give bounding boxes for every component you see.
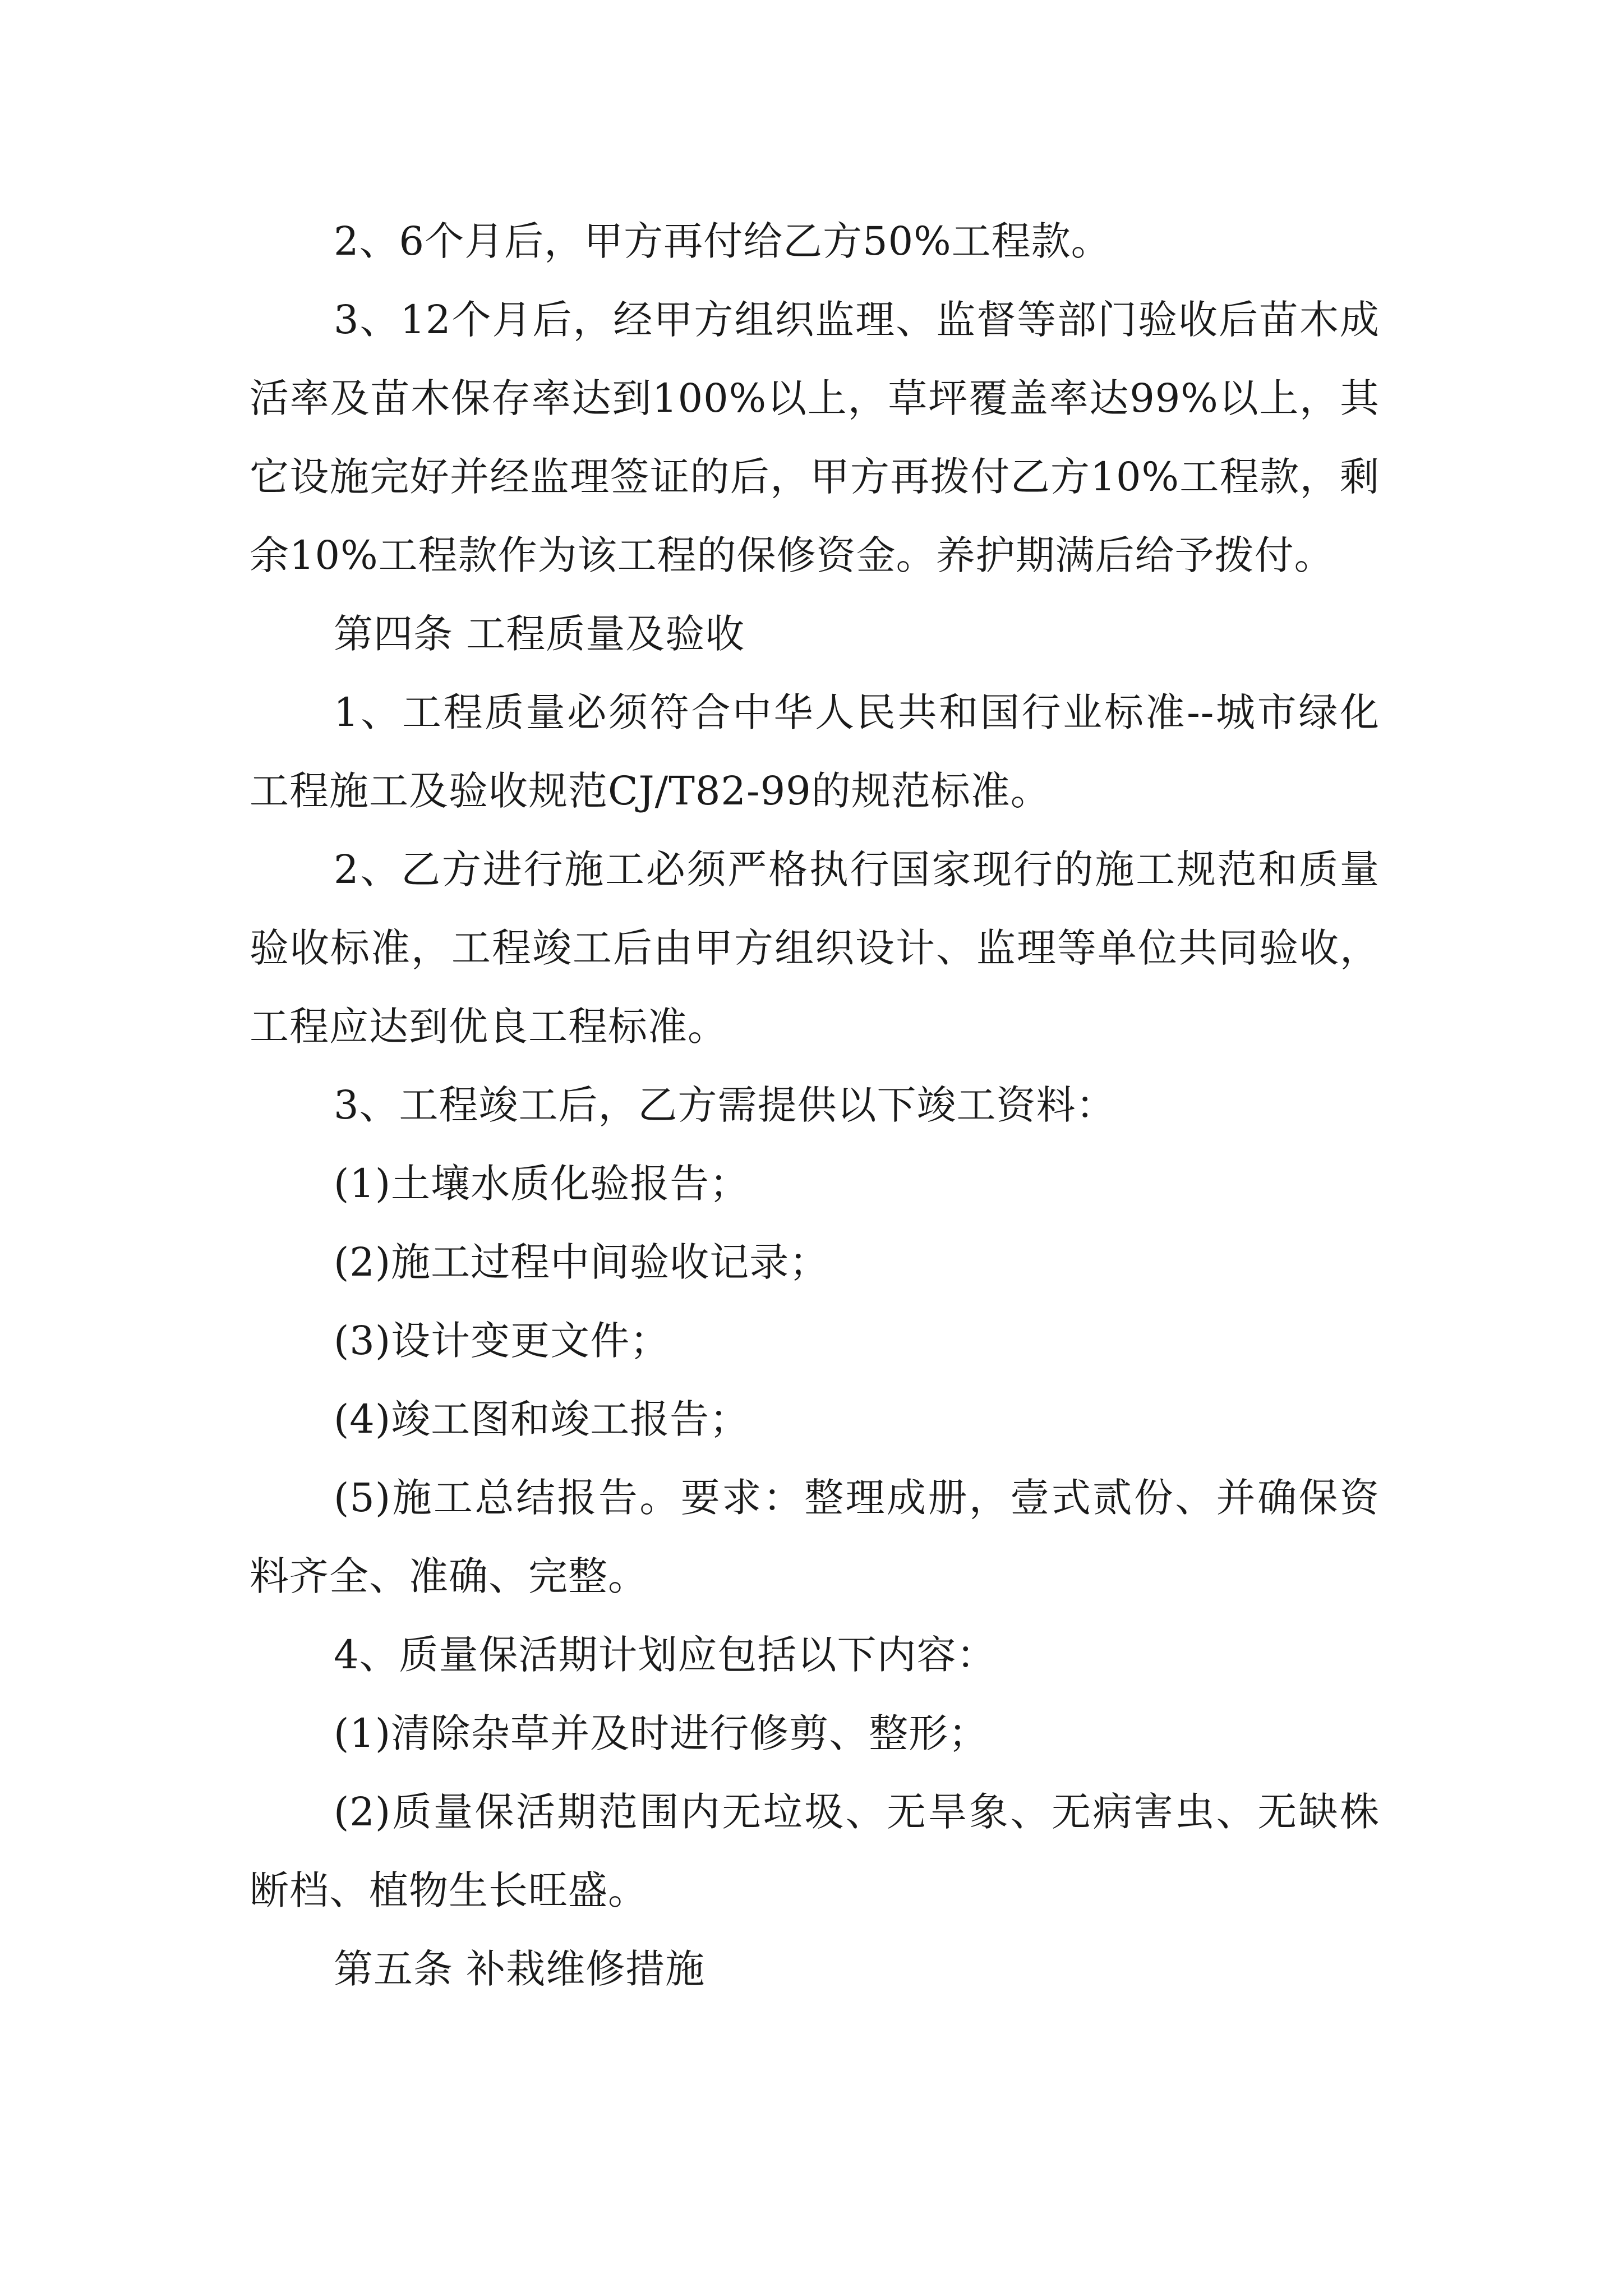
list-item-completion-drawings: (4)竣工图和竣工报告； (334, 1396, 750, 1442)
paragraph-payment-6-months: 2、6个月后，甲方再付给乙方50%工程款。 (334, 218, 1111, 264)
list-item-summary-report: (5)施工总结报告。要求：整理成册，壹式贰份、并确保资料齐全、准确、完整。 (250, 1475, 1380, 1599)
list-item-design-changes: (3)设计变更文件； (334, 1318, 670, 1364)
section-heading-article-5: 第五条 补栽维修措施 (334, 1946, 706, 1992)
list-item-intermediate-records: (2)施工过程中间验收记录； (334, 1239, 829, 1285)
paragraph-construction-acceptance: 2、乙方进行施工必须严格执行国家现行的施工规范和质量验收标准，工程竣工后由甲方组织设计、监理等单位共同验收，工程应达到优良工程标准。 (250, 846, 1380, 1050)
list-item-weeding-pruning: (1)清除杂草并及时进行修剪、整形； (334, 1710, 989, 1756)
paragraph-completion-documents: 3、工程竣工后，乙方需提供以下竣工资料： (334, 1082, 1116, 1128)
section-heading-article-4: 第四条 工程质量及验收 (334, 611, 745, 657)
paragraph-quality-standard: 1、工程质量必须符合中华人民共和国行业标准--城市绿化工程施工及验收规范CJ/T82-99的规范标准。 (250, 689, 1380, 814)
list-item-warranty-scope: (2)质量保活期范围内无垃圾、无旱象、无病害虫、无缺株断档、植物生长旺盛。 (250, 1789, 1380, 1913)
paragraph-warranty-plan: 4、质量保活期计划应包括以下内容： (334, 1632, 997, 1678)
paragraph-payment-12-months: 3、12个月后，经甲方组织监理、监督等部门验收后苗木成活率及苗木保存率达到100%以上，草坪覆盖率达99%以上，其它设施完好并经监理签证的后，甲方再拨付乙方10%工程款，剩余10%工程款作为该工程的保修资金。养护期满后给予拨付。 (250, 297, 1380, 578)
document-body (250, 202, 1380, 2008)
list-item-soil-water-report: (1)土壤水质化验报告； (334, 1161, 750, 1207)
